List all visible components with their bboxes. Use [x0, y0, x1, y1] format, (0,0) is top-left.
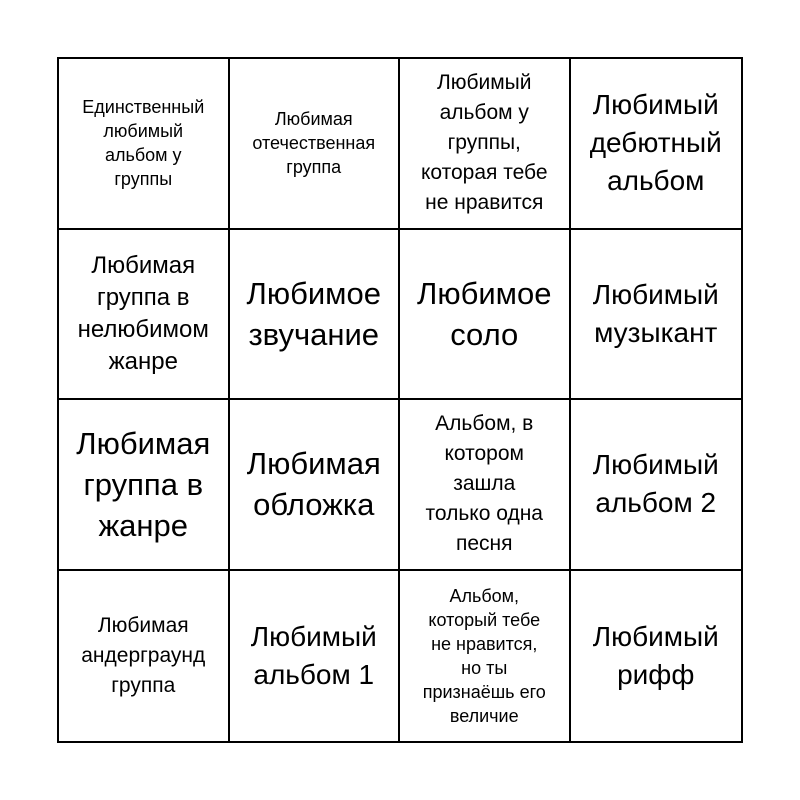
- cell-text: Любимая группа в нелюбимом жанре: [77, 251, 209, 375]
- bingo-cell[interactable]: [230, 59, 401, 230]
- cell-text: Любимое соло: [417, 275, 552, 352]
- cell-text: Любимый рифф: [592, 620, 719, 690]
- bingo-cell[interactable]: [230, 400, 401, 571]
- bingo-cell[interactable]: [571, 59, 742, 230]
- bingo-board: [57, 57, 743, 743]
- cell-text: Альбом, который тебе не нравится, но ты признаёшь его величие: [422, 585, 546, 726]
- bingo-cell[interactable]: [571, 571, 742, 742]
- cell-text: Любимая обложка: [246, 446, 381, 523]
- cell-text: Единственный любимый альбом у группы: [82, 97, 205, 190]
- cell-text: Любимый дебютный альбом: [589, 89, 722, 197]
- cell-text: Любимая андерграунд группа: [81, 613, 206, 697]
- bingo-cell[interactable]: [230, 230, 401, 401]
- cell-text: Любимый музыкант: [592, 278, 719, 348]
- cell-text: Любимая группа в жанре: [76, 425, 211, 543]
- cell-text: Любимое звучание: [246, 275, 381, 352]
- cell-text: Альбом, в котором зашла только одна песня: [425, 412, 543, 556]
- bingo-cell[interactable]: [571, 400, 742, 571]
- bingo-cell[interactable]: [571, 230, 742, 401]
- cell-text: Любимый альбом 2: [592, 449, 719, 519]
- bingo-cell[interactable]: [59, 59, 230, 230]
- bingo-cell[interactable]: [59, 400, 230, 571]
- cell-text: Любимый альбом у группы, которая тебе не нравится: [420, 71, 548, 215]
- cell-text: Любимый альбом 1: [250, 620, 377, 690]
- bingo-cell[interactable]: [400, 400, 571, 571]
- bingo-cell[interactable]: [230, 571, 401, 742]
- bingo-cell[interactable]: [400, 230, 571, 401]
- bingo-cell[interactable]: [400, 59, 571, 230]
- bingo-cell[interactable]: [400, 571, 571, 742]
- bingo-cell[interactable]: [59, 230, 230, 401]
- bingo-cell[interactable]: [59, 571, 230, 742]
- cell-text: Любимая отечественная группа: [252, 109, 376, 178]
